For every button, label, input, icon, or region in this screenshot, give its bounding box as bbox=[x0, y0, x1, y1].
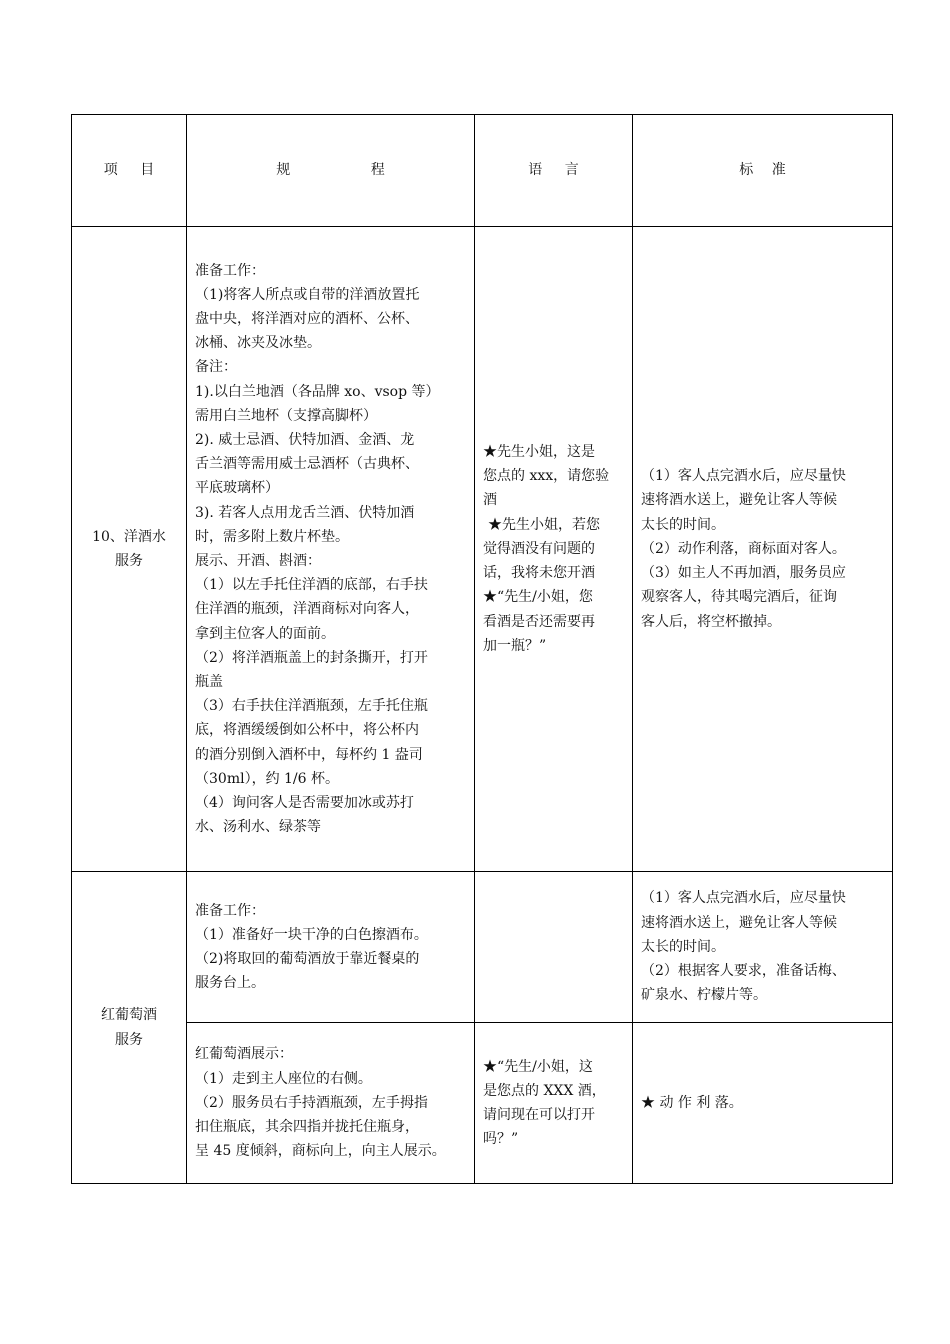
text-line: 2). 威士忌酒、伏特加酒、金酒、龙 bbox=[195, 431, 415, 448]
text-line: 住洋酒的瓶颈，洋酒商标对向客人， bbox=[195, 601, 419, 618]
procedure-cell bbox=[187, 227, 475, 872]
text-line: 舌兰酒等需用威士忌酒杯（古典杯、 bbox=[195, 456, 419, 473]
text-line: 客人后，将空杯撤掉。 bbox=[641, 613, 781, 630]
text-line: （2)将取回的葡萄酒放于靠近餐桌的 bbox=[195, 951, 420, 967]
text-line: （3）如主人不再加酒，服务员应 bbox=[641, 565, 846, 582]
text-line: 太长的时间。 bbox=[641, 938, 725, 955]
text-line: 红葡萄酒展示： bbox=[195, 1046, 293, 1063]
text-line: 呈 45 度倾斜，商标向上，向主人展示。 bbox=[195, 1143, 446, 1160]
table-row bbox=[72, 1023, 893, 1184]
text-line: 的酒分别倒入酒杯中，每杯约 1 盎司 bbox=[195, 746, 423, 763]
item-cell bbox=[72, 227, 187, 872]
text-line: （2）将洋酒瓶盖上的封条撕开，打开 bbox=[195, 649, 428, 666]
item-line: 10、洋酒水 bbox=[92, 528, 166, 545]
text-line: ★ 动 作 利 落。 bbox=[641, 1094, 743, 1111]
text-line: 服务台上。 bbox=[195, 975, 265, 992]
text-line: （30ml），约 1/6 杯。 bbox=[195, 770, 339, 787]
item-line: 红葡萄酒 bbox=[101, 1007, 157, 1024]
text-line: 吗？” bbox=[483, 1131, 519, 1148]
text-line: ★先生小姐，若您 bbox=[488, 516, 600, 533]
text-line: ★先生小姐，这是 bbox=[483, 444, 595, 461]
item-cell bbox=[72, 872, 187, 1184]
text-line: 拿到主位客人的面前。 bbox=[195, 625, 335, 642]
header-language: 语 言 bbox=[475, 115, 633, 227]
item-line: 服务 bbox=[115, 553, 143, 569]
text-line: 觉得酒没有问题的 bbox=[483, 540, 595, 557]
text-line: ★“先生/小姐，这 bbox=[483, 1058, 593, 1075]
text-line: 1).以白兰地酒（各品牌 xo、vsop 等） bbox=[195, 383, 440, 400]
text-line: （2）根据客人要求，准备话梅、 bbox=[641, 963, 846, 980]
text-line: 速将酒水送上，避免让客人等候 bbox=[641, 914, 837, 931]
standard-cell bbox=[633, 872, 893, 1023]
text-line: （1）走到主人座位的右侧。 bbox=[195, 1070, 372, 1087]
header-row bbox=[72, 115, 893, 227]
service-standards-table bbox=[71, 114, 893, 1184]
procedure-cell bbox=[187, 872, 475, 1023]
text-line: 酒 bbox=[483, 492, 497, 509]
header-item: 项 目 bbox=[72, 115, 187, 227]
table-row bbox=[72, 227, 893, 872]
text-line: （1）客人点完酒水后，应尽量快 bbox=[641, 468, 846, 485]
text-line: （3）右手扶住洋酒瓶颈，左手托住瓶 bbox=[195, 698, 428, 715]
text-line: 太长的时间。 bbox=[641, 516, 725, 533]
text-line: 3). 若客人点用龙舌兰酒、伏特加酒 bbox=[195, 504, 415, 521]
standard-cell bbox=[633, 227, 893, 872]
text-line: 您点的 xxx，请您验 bbox=[483, 468, 610, 485]
text-line: 准备工作： bbox=[195, 902, 265, 919]
text-line: ★“先生/小姐，您 bbox=[483, 589, 593, 606]
language-cell-empty bbox=[475, 872, 633, 1023]
header-standard: 标 准 bbox=[633, 115, 893, 227]
text-line: （1）准备好一块干净的白色擦酒布。 bbox=[195, 926, 428, 943]
text-line: 底，将酒缓缓倒如公杯中，将公杯内 bbox=[195, 722, 419, 739]
text-line: 冰桶、冰夹及冰垫。 bbox=[195, 335, 321, 352]
text-line: 水、汤利水、绿茶等 bbox=[195, 819, 321, 836]
text-line: 观察客人，待其喝完酒后，征询 bbox=[641, 589, 837, 606]
text-line: 准备工作： bbox=[195, 262, 265, 279]
text-line: 是您点的 XXX 酒， bbox=[483, 1082, 606, 1099]
text-line: 平底玻璃杯） bbox=[195, 480, 279, 497]
text-line: 备注： bbox=[195, 359, 237, 376]
text-line: 话，我将未您开酒 bbox=[483, 565, 595, 582]
text-line: 请问现在可以打开 bbox=[483, 1107, 595, 1123]
text-line: 展示、开酒、斟酒： bbox=[195, 553, 321, 569]
standard-cell bbox=[633, 1023, 893, 1184]
table-row bbox=[72, 872, 893, 1023]
text-line: （1）客人点完酒水后，应尽量快 bbox=[641, 890, 846, 907]
text-line: （2）服务员右手持酒瓶颈，左手拇指 bbox=[195, 1094, 428, 1111]
text-line: （4）询问客人是否需要加冰或苏打 bbox=[195, 795, 414, 812]
text-line: （1）以左手托住洋酒的底部，右手扶 bbox=[195, 577, 428, 594]
text-line: 矿泉水、柠檬片等。 bbox=[641, 987, 767, 1004]
language-cell bbox=[475, 1023, 633, 1184]
text-line: 看酒是否还需要再 bbox=[483, 613, 595, 630]
text-line: 加一瓶？” bbox=[483, 637, 547, 654]
text-line: 速将酒水送上，避免让客人等候 bbox=[641, 492, 837, 509]
text-line: 时，需多附上数片杯垫。 bbox=[195, 528, 349, 545]
text-line: 扣住瓶底，其余四指并拢托住瓶身， bbox=[195, 1119, 419, 1136]
text-line: （2）动作利落，商标面对客人。 bbox=[641, 540, 846, 557]
language-cell bbox=[475, 227, 633, 872]
text-line: 盘中央，将洋酒对应的酒杯、公杯、 bbox=[195, 310, 419, 327]
text-line: （1)将客人所点或自带的洋酒放置托 bbox=[195, 286, 420, 303]
text-line: 瓶盖 bbox=[195, 674, 223, 691]
procedure-cell bbox=[187, 1023, 475, 1184]
item-line: 服务 bbox=[115, 1031, 143, 1048]
text-line: 需用白兰地杯（支撑高脚杯） bbox=[195, 407, 377, 424]
header-procedure: 规 程 bbox=[187, 115, 475, 227]
